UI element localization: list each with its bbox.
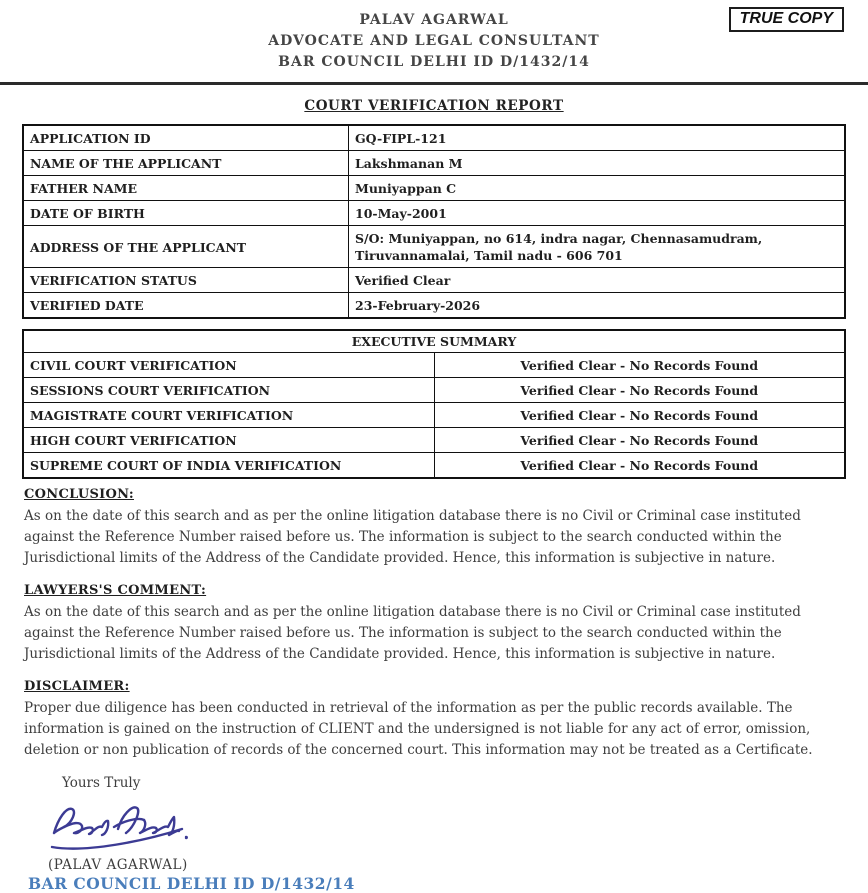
lawyers-comment-section xyxy=(24,583,844,665)
row-label: SESSIONS COURT VERIFICATION xyxy=(23,378,434,403)
table-row xyxy=(23,293,845,319)
row-value: Verified Clear - No Records Found xyxy=(434,403,845,428)
row-value: Verified Clear - No Records Found xyxy=(434,453,845,479)
table-row xyxy=(23,268,845,293)
signatory-name: (PALAV AGARWAL) xyxy=(48,857,188,873)
letterhead-advocate-name: PALAV AGARWAL xyxy=(359,12,509,28)
lawyers-comment-body: As on the date of this search and as per the online litigation database there is no Civil or Criminal case instituted against the Reference Number raised before us. The information is subject to the search conducted within the Jurisdictional limits of the Address of the Candidate provided. Hence, this information is subjective in nature. xyxy=(24,604,801,662)
row-label: APPLICATION ID xyxy=(23,125,349,151)
salutation: Yours Truly xyxy=(62,775,141,791)
letterhead-bar-council-id: BAR COUNCIL DELHI ID D/1432/14 xyxy=(278,54,590,70)
executive-summary-table xyxy=(22,329,846,479)
letterhead-designation: ADVOCATE AND LEGAL CONSULTANT xyxy=(268,33,600,49)
table-row xyxy=(23,378,845,403)
true-copy-stamp: TRUE COPY xyxy=(729,7,844,32)
row-label: MAGISTRATE COURT VERIFICATION xyxy=(23,403,434,428)
row-label: CIVIL COURT VERIFICATION xyxy=(23,353,434,378)
row-label: HIGH COURT VERIFICATION xyxy=(23,428,434,453)
row-value: 23-February-2026 xyxy=(349,293,846,319)
row-label: ADDRESS OF THE APPLICANT xyxy=(23,226,349,268)
conclusion-section xyxy=(24,487,844,569)
page-title: COURT VERIFICATION REPORT xyxy=(304,98,564,114)
handwritten-signature-icon xyxy=(40,793,200,857)
row-value: GQ-FIPL-121 xyxy=(349,125,846,151)
row-value: 10-May-2001 xyxy=(349,201,846,226)
table-row xyxy=(23,226,845,268)
row-label: SUPREME COURT OF INDIA VERIFICATION xyxy=(23,453,434,479)
table-row xyxy=(23,201,845,226)
table-header-row xyxy=(23,330,845,353)
row-value: S/O: Muniyappan, no 614, indra nagar, Chennasamudram, Tiruvannamalai, Tamil nadu - 606 701 xyxy=(349,226,846,268)
row-label: VERIFIED DATE xyxy=(23,293,349,319)
disclaimer-section xyxy=(24,679,844,761)
row-value: Lakshmanan M xyxy=(349,151,846,176)
signatory-bar-council-id: BAR COUNCIL DELHI ID D/1432/14 xyxy=(28,874,355,893)
lawyers-comment-heading: LAWYERS'S COMMENT: xyxy=(24,583,207,598)
table-row xyxy=(23,403,845,428)
row-value: Muniyappan C xyxy=(349,176,846,201)
header-divider xyxy=(0,82,868,85)
table-row xyxy=(23,176,845,201)
row-value: Verified Clear xyxy=(349,268,846,293)
table-row xyxy=(23,353,845,378)
row-value: Verified Clear - No Records Found xyxy=(434,378,845,403)
row-label: DATE OF BIRTH xyxy=(23,201,349,226)
conclusion-body: As on the date of this search and as per the online litigation database there is no Civil or Criminal case instituted against the Reference Number raised before us. The information is subject to the search conducted within the Jurisdictional limits of the Address of the Candidate provided. Hence, this information is subjective in nature. xyxy=(24,508,801,566)
signature-block xyxy=(40,793,868,857)
narrative-sections xyxy=(24,487,844,761)
row-label: NAME OF THE APPLICANT xyxy=(23,151,349,176)
row-value: Verified Clear - No Records Found xyxy=(434,428,845,453)
disclaimer-body: Proper due diligence has been conducted in retrieval of the information as per the public records available. The information is gained on the instruction of CLIENT and the undersigned is not liable for any act of error, omission, deletion or non publication of records of the concerned court. This information may not be treated as a Certificate. xyxy=(24,700,813,758)
row-label: FATHER NAME xyxy=(23,176,349,201)
table-row xyxy=(23,151,845,176)
table-row xyxy=(23,428,845,453)
row-label: VERIFICATION STATUS xyxy=(23,268,349,293)
applicant-details-table xyxy=(22,124,846,319)
row-value: Verified Clear - No Records Found xyxy=(434,353,845,378)
table-row xyxy=(23,453,845,479)
executive-summary-title: EXECUTIVE SUMMARY xyxy=(23,330,845,353)
disclaimer-heading: DISCLAIMER: xyxy=(24,679,130,694)
conclusion-heading: CONCLUSION: xyxy=(24,487,134,502)
table-row xyxy=(23,125,845,151)
